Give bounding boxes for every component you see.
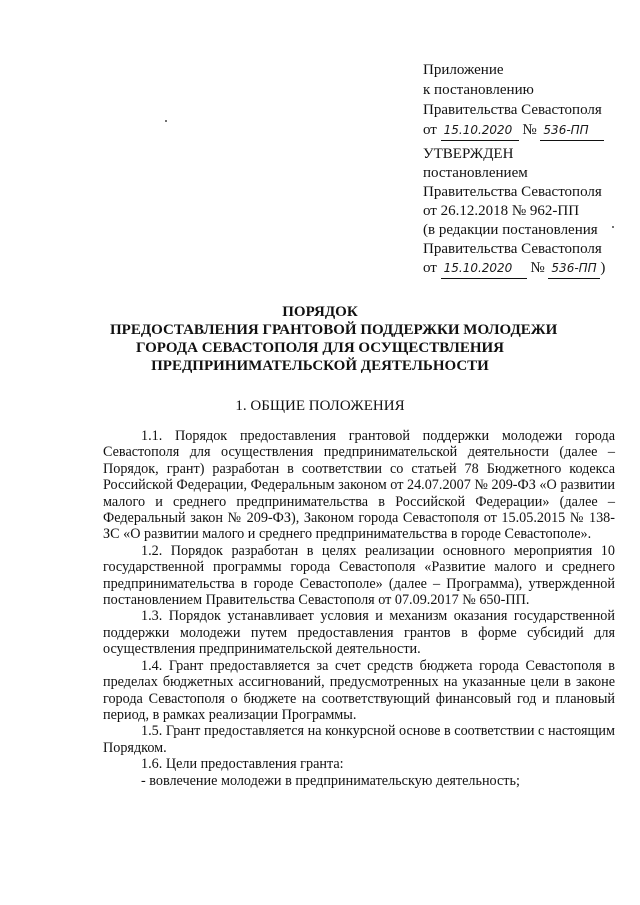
paragraph: 1.4. Грант предоставляется за счет средств бюджета города Севастополя в пределах бюджетных ассигнований, предусмотренных на указанные цели в законе города Севастополя о бюджете на соответствующий финансовый год и плановый период, в рамках реализации Программы. xyxy=(103,657,615,723)
approval-block xyxy=(423,145,628,279)
appendix-line: Правительства Севастополя xyxy=(423,102,602,118)
approval-line: от 26.12.2018 № 962-ПП xyxy=(423,203,580,219)
number-prefix: № xyxy=(522,122,537,138)
title-line: ГОРОДА СЕВАСТОПОЛЯ ДЛЯ ОСУЩЕСТВЛЕНИЯ xyxy=(135,340,505,356)
handwritten-number: 536-ПП xyxy=(540,120,604,141)
number-prefix: № xyxy=(530,260,545,276)
handwritten-date: 15.10.2020 xyxy=(441,120,519,141)
handwritten-date: 15.10.2020 xyxy=(441,259,527,279)
paragraph: 1.6. Цели предоставления гранта: xyxy=(141,756,344,773)
appendix-line: Приложение xyxy=(423,62,504,78)
approval-line: Правительства Севастополя xyxy=(423,184,602,200)
date-prefix: от xyxy=(423,260,437,276)
handwritten-number: 536-ПП xyxy=(548,259,600,279)
paragraph: 1.3. Порядок устанавливает условия и механизм оказания государственной поддержки молодежи путем предоставления грантов в форме субсидий для осуществления предпринимательской деятельности. xyxy=(103,608,615,658)
paragraph: 1.2. Порядок разработан в целях реализации основного мероприятия 10 государственной программы города Севастополя «Развитие малого и среднего предпринимательства в городе Севастополе» (далее – Программа), утвержденной постановлением Правительства Севастополя от 07.09.2017 № 650-ПП. xyxy=(103,542,615,609)
approval-line: Правительства Севастополя xyxy=(423,241,602,257)
approval-date-line xyxy=(423,259,628,279)
appendix-block xyxy=(423,60,623,141)
title-line: ПРЕДПРИНИМАТЕЛЬСКОЙ ДЕЯТЕЛЬНОСТИ xyxy=(151,358,489,374)
paragraph: 1.1. Порядок предоставления грантовой поддержки молодежи города Севастополя для осуществления предпринимательской деятельности (далее – Порядок, грант) разработан в соответствии со статьей 78 Бюджетного кодекса Российской Федерации, Федеральным законом от 24.07.2007 № 209-ФЗ «О развитии малого и среднего предпринимательства в Российской Федерации» (далее – Федеральный закон № 209-ФЗ), Законом города Севастополя от 15.05.2015 № 138-ЗС «О развитии малого и среднего предпринимательства в городе Севастополе». xyxy=(103,428,615,543)
document-body xyxy=(103,428,615,789)
bullet-item: - вовлечение молодежи в предпринимательскую деятельность; xyxy=(141,772,520,789)
approval-line: постановлением xyxy=(423,165,528,181)
scan-speck xyxy=(165,120,167,122)
approval-line: (в редакции постановления xyxy=(423,222,598,238)
date-prefix: от xyxy=(423,122,437,138)
document-title xyxy=(110,303,558,375)
title-line: ПОРЯДОК xyxy=(282,304,358,320)
section-heading: 1. ОБЩИЕ ПОЛОЖЕНИЯ xyxy=(235,398,405,414)
appendix-date-line xyxy=(423,120,623,141)
title-line: ПРЕДОСТАВЛЕНИЯ ГРАНТОВОЙ ПОДДЕРЖКИ МОЛОДЕЖИ xyxy=(110,322,558,338)
paragraph: 1.5. Грант предоставляется на конкурсной основе в соответствии с настоящим Порядком. xyxy=(103,723,615,756)
approval-line: УТВЕРЖДЕН xyxy=(423,146,514,162)
appendix-line: к постановлению xyxy=(423,82,534,98)
closing-paren: ) xyxy=(600,260,606,276)
